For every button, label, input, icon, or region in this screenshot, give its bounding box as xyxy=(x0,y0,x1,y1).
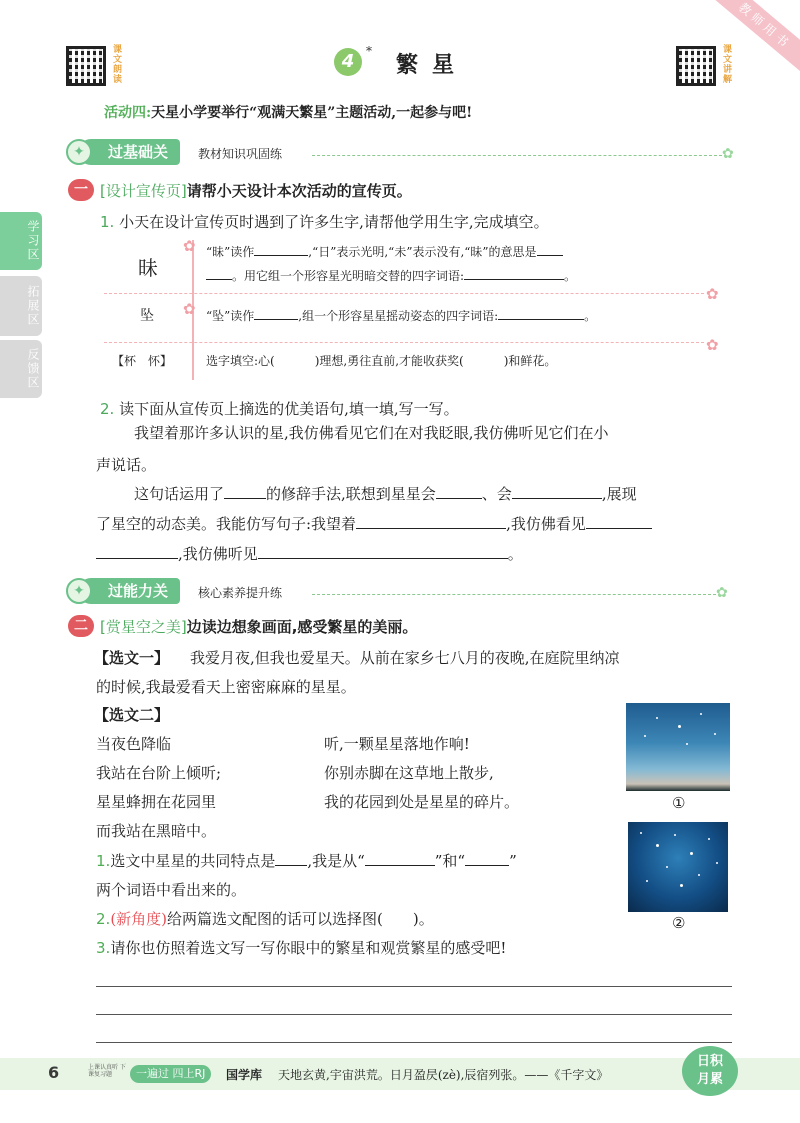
fill-line-3: ,我仿佛听见 。 xyxy=(96,539,523,569)
blank-input[interactable] xyxy=(96,541,178,559)
question-1-text: 请帮小天设计本次活动的宣传页。 xyxy=(186,182,412,200)
char-mei: 昧 xyxy=(138,256,158,280)
writing-line[interactable] xyxy=(96,1042,732,1043)
sub-question-1 xyxy=(100,211,549,232)
petal-icon: ✿ xyxy=(716,585,728,601)
blank-input[interactable] xyxy=(365,848,435,866)
question-1-heading xyxy=(100,180,412,201)
book-badge: 一遍过 四上RJ xyxy=(130,1065,211,1083)
qr-code-explain[interactable] xyxy=(676,46,716,86)
sub-question-2-1-line-2: 两个词语中看出来的。 xyxy=(96,881,247,899)
image-2-label: ② xyxy=(672,914,686,932)
poem-left-1: 当夜色降临 xyxy=(96,735,172,753)
writing-line[interactable] xyxy=(96,986,732,987)
sub-question-2-text: 读下面从宣传页上摘选的优美语句,填一填,写一写。 xyxy=(119,400,459,418)
section-basic-subtitle: 教材知识巩固练 xyxy=(198,147,283,161)
section-divider xyxy=(312,594,716,595)
lesson-title: 繁星 xyxy=(396,53,469,78)
blank-input[interactable] xyxy=(254,238,308,256)
quote-line-1: 我望着那许多认识的星,我仿佛看见它们在对我眨眼,我仿佛听见它们在小 xyxy=(134,424,609,442)
star-face-icon: ✦ xyxy=(66,139,92,165)
blank-input[interactable] xyxy=(537,238,563,256)
question-1-tag: [设计宣传页] xyxy=(100,182,187,200)
side-tab-feedback[interactable]: 反馈区 xyxy=(0,340,42,398)
starry-sky-image-2 xyxy=(628,822,728,912)
sub-question-1-num: 1. xyxy=(100,213,115,231)
poem-right-3: 我的花园到处是星星的碎片。 xyxy=(324,793,520,811)
poem-right-1: 听,一颗星星落地作响! xyxy=(324,735,470,753)
table-row-zhui: “坠”读作 ,组一个形容星星摇动姿态的四字词语: 。 xyxy=(206,302,696,329)
table-row-mei: “昧”读作 ,“日”表示光明,“未”表示没有,“昧”的意思是 xyxy=(206,238,696,265)
activity-text: 天星小学要举行“观满天繁星”主题活动,一起参与吧! xyxy=(151,105,473,121)
selection-1-line-2: 的时候,我最爱看天上密密麻麻的星星。 xyxy=(96,678,356,696)
star-face-icon: ✦ xyxy=(66,578,92,604)
flower-icon: ✿ xyxy=(183,237,196,255)
table-row-mei-2: 。用它组一个形容星光明暗交替的四字词语: 。 xyxy=(206,262,696,289)
selection-2-label: 【选文二】 xyxy=(94,706,170,724)
sub-question-2-3: 3.请你也仿照着选文写一写你眼中的繁星和观赏繁星的感受吧! xyxy=(96,939,507,957)
selection-1-label: 【选文一】 xyxy=(94,649,170,667)
blank-input[interactable] xyxy=(436,481,482,499)
writing-line[interactable] xyxy=(96,1014,732,1015)
blank-input[interactable] xyxy=(224,481,266,499)
blank-input[interactable] xyxy=(258,541,508,559)
poem-left-4: 而我站在黑暗中。 xyxy=(96,822,217,840)
flower-icon: ✿ xyxy=(706,285,719,303)
library-quote: 天地玄黄,宇宙洪荒。日月盈昃(zè),辰宿列张。——《千字文》 xyxy=(278,1068,609,1082)
poem-left-2: 我站在台阶上倾听; xyxy=(96,764,222,782)
table-row-divider xyxy=(104,293,704,294)
blank-input[interactable] xyxy=(586,511,652,529)
sub-question-2-2: 2.(新角度)给两篇选文配图的话可以选择图( )。 xyxy=(96,910,434,928)
fill-line-2: 了星空的动态美。我能仿写句子:我望着 ,我仿佛看见 xyxy=(96,509,652,539)
daily-accumulation-badge: 日积 月累 xyxy=(682,1046,738,1096)
page-number: 6 xyxy=(48,1063,60,1082)
sub-question-2-num: 2. xyxy=(100,400,115,418)
sub-question-2 xyxy=(100,398,459,419)
selection-1-line-1: 我爱月夜,但我也爱星天。从前在家乡七八月的夜晚,在庭院里纳凉 xyxy=(190,649,620,667)
blank-input[interactable] xyxy=(254,302,298,320)
section-divider xyxy=(312,155,722,156)
blank-input[interactable] xyxy=(465,848,509,866)
blank-input[interactable] xyxy=(464,262,564,280)
sub-question-1-text: 小天在设计宣传页时遇到了许多生字,请帮他学用生字,完成填空。 xyxy=(119,213,549,231)
blank-input[interactable] xyxy=(512,481,602,499)
question-number-1: 一 xyxy=(68,179,94,201)
starry-sky-image-1 xyxy=(626,703,730,791)
blank-input[interactable] xyxy=(206,262,232,280)
question-2-tag: [赏星空之美] xyxy=(100,618,187,636)
question-2-text: 边读边想象画面,感受繁星的美丽。 xyxy=(186,618,418,636)
table-row-bei-huai-label: 【杯 怀】 xyxy=(112,354,173,368)
lesson-number: 4 xyxy=(334,48,362,76)
library-label: 国学库 xyxy=(226,1068,263,1082)
qr-explain-label: 课文讲解 xyxy=(721,44,731,84)
blank-input[interactable] xyxy=(498,302,584,320)
side-tab-extend[interactable]: 拓展区 xyxy=(0,276,42,336)
blank-input[interactable] xyxy=(356,511,506,529)
quote-line-2: 声说话。 xyxy=(96,456,157,474)
teacher-edition-stamp: 教师用书 xyxy=(707,0,800,77)
char-zhui: 坠 xyxy=(140,308,154,324)
lesson-star-mark: * xyxy=(366,44,372,58)
image-1-label: ① xyxy=(672,794,686,812)
petal-icon: ✿ xyxy=(722,146,734,162)
new-angle-tag: (新角度) xyxy=(110,910,168,928)
poem-left-3: 星星蜂拥在花园里 xyxy=(96,793,217,811)
flower-icon: ✿ xyxy=(183,300,196,318)
section-basic-tag: 过基础关 xyxy=(78,139,180,165)
question-2-heading xyxy=(100,616,417,637)
fill-line-1: 这句话运用了 的修辞手法,联想到星星会 、会 ,展现 xyxy=(134,479,637,509)
sub-question-2-1: 1.选文中星星的共同特点是 ,我是从“ ”和“ ” xyxy=(96,846,517,876)
side-tab-study[interactable]: 学习区 xyxy=(0,212,42,270)
activity-label: 活动四: xyxy=(104,105,152,121)
blank-input[interactable] xyxy=(275,848,307,866)
table-row-bei-huai: 选字填空:心( )理想,勇往直前,才能收获奖( )和鲜花。 xyxy=(206,354,557,368)
section-ability-subtitle: 核心素养提升练 xyxy=(198,586,283,600)
table-row-divider xyxy=(104,342,704,343)
poem-right-2: 你别赤脚在这草地上散步, xyxy=(324,764,494,782)
footer-slogan: 上课认真听 下课复习题 xyxy=(88,1064,126,1078)
activity-line xyxy=(104,102,472,122)
question-number-2: 二 xyxy=(68,615,94,637)
qr-code-reading[interactable] xyxy=(66,46,106,86)
section-ability-tag: 过能力关 xyxy=(78,578,180,604)
flower-icon: ✿ xyxy=(706,336,719,354)
qr-reading-label: 课文朗读 xyxy=(111,44,121,84)
